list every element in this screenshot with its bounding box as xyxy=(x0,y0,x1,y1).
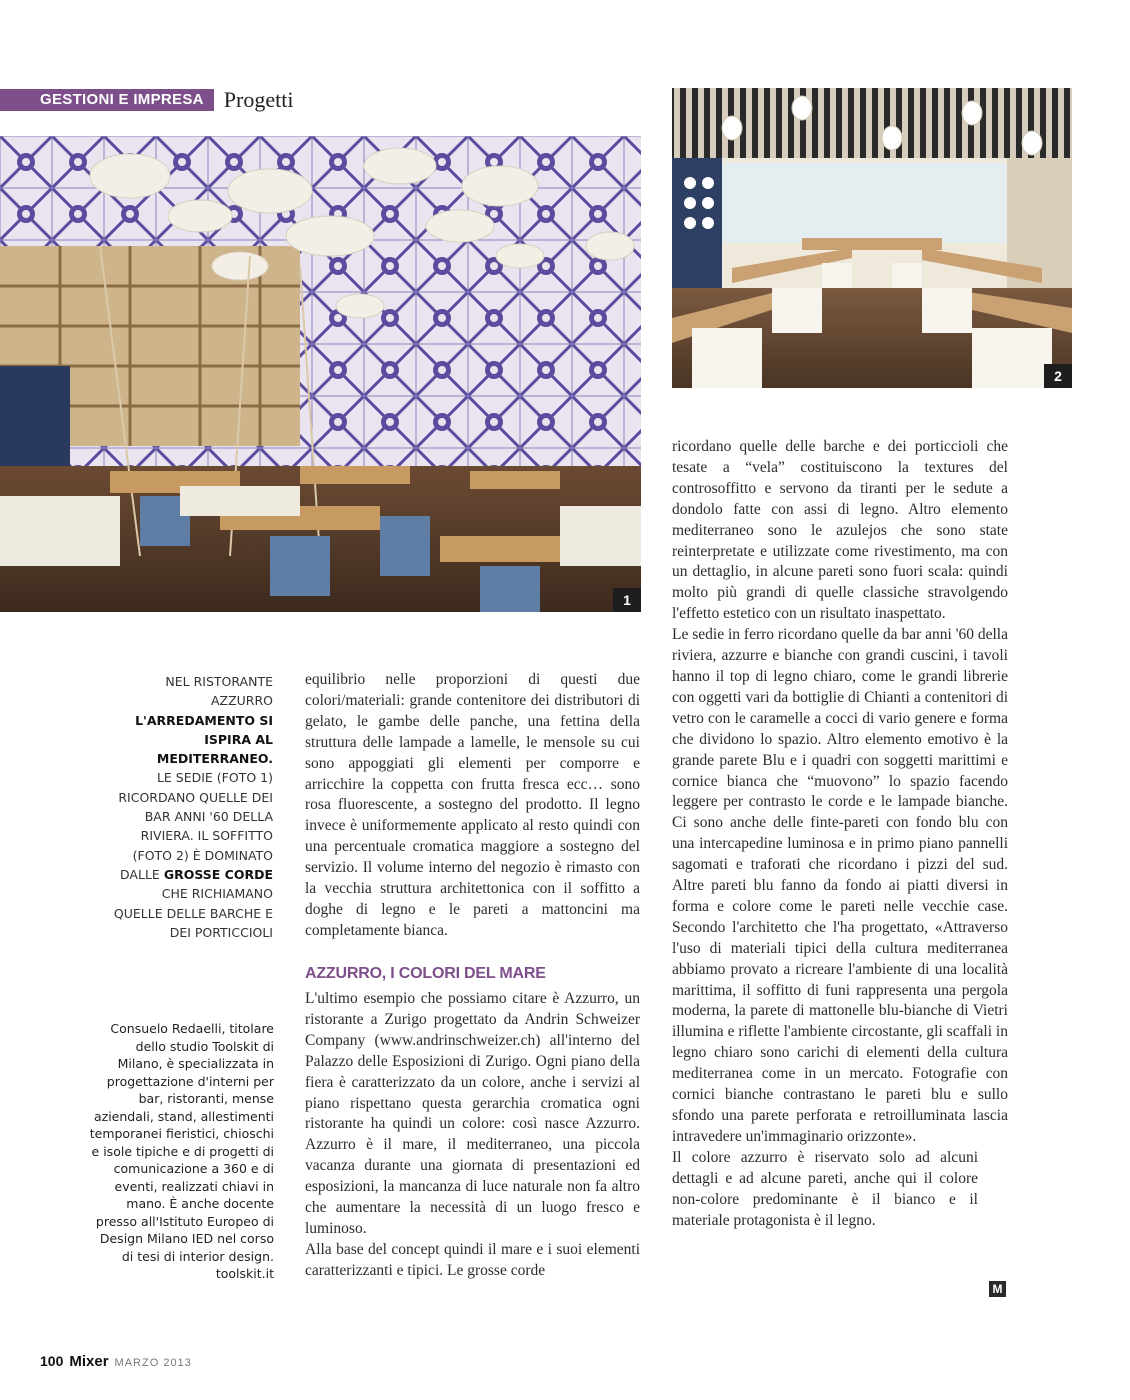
photo-number: 1 xyxy=(613,588,641,612)
article-paragraph: L'ultimo esempio che possiamo citare è Azzurro, un ristorante a Zurigo progettato da Andrin Schweizer Company (www.andrinschweizer.ch) all'interno del Palazzo delle Esposizioni di Zurigo. Ogni piano della fiera è caratterizzato da un colore, anche i servizi al piano rispettano questa gerarchia cromatica ogni ristorante ha quindi un colore: così nasce Azzurro. Azzurro è il mare, il mediterraneo, una piccola vacanza durante una giornata di presentazioni ed esposizioni, la mancanza di luce naturale non fa altro che aumentare la necessità di un luogo fresco e luminoso. xyxy=(305,990,640,1237)
restaurant-photo-1 xyxy=(0,136,641,612)
author-bio: Consuelo Redaelli, titolare dello studio Toolskit di Milano, è specializzata in progettazione d'interni per bar, ristoranti, mense aziendali, stand, allestimenti temporanei fieristici, chioschi e isole tipiche e di progetti di comunicazione a 360 e di eventi, realizzati chiavi in mano. È anche docente presso all'Istituto Europeo di Design Milano IED nel corso di tesi di interior design. toolskit.it xyxy=(89,1021,274,1281)
article-paragraph: ricordano quelle delle barche e dei porticcioli che tesate a “vela” costituiscono la textures del controsoffitto e servono da tiranti per le sedute a dondolo fatte con assi di legno. Altro elemento mediterraneo sono le azulejos che sono state reinterpretate e utilizzate come rivestimento, ma con un dettaglio, in alcune pareti sono fuori scala: quindi molto più grandi di quelle classiche stravolgendo l'effetto estetico con un risultato inaspettato. xyxy=(672,438,1008,623)
caption-highlight: L'ARREDAMENTO SI ISPIRA AL MEDITERRANEO. xyxy=(135,712,273,767)
page-number: 100 xyxy=(40,1353,64,1369)
photo-caption xyxy=(110,672,273,942)
article-subheading: AZZURRO, I COLORI DEL MARE xyxy=(305,965,546,982)
restaurant-photo-2 xyxy=(672,88,1072,388)
section-tag: GESTIONI E IMPRESA xyxy=(0,89,214,111)
page-footer xyxy=(40,1353,192,1370)
photo-number: 2 xyxy=(1044,364,1072,388)
issue-date: MARZO 2013 xyxy=(114,1357,192,1369)
caption-highlight: GROSSE CORDE xyxy=(163,866,273,882)
article-column-right xyxy=(672,437,1008,1231)
photo-2 xyxy=(672,88,1072,388)
article-paragraph: Le sedie in ferro ricordano quelle da bar anni '60 della riviera, azzurre e bianche con grandi cuscini, i tavoli hanno il top di legno chiaro, come le grandi librerie con oggetti vari da bottiglie di Chianti a contenitori di vetro con le caramelle a cocci di vario genere e forma che dividono lo spazio. Altro elemento emotivo è la grande parete Blu e i quadri con soggetti marittimi e cornice bianca che “muovono” lo spazio facendo leggere per contrasto le corde e le lampade bianche. Ci sono anche delle finte-pareti con fondo blu con una intercapedine luminosa e in primo piano pannelli sagomati e traforati che ricordano i pizzi del sud. Altre pareti blu fanno da fondo ai piatti diversi in forma e colore come le pareti nelle vecchie case. Secondo l'architetto che l'ha progettato, «Attraverso l'uso di materiali tipici della cultura mediterranea abbiamo provato a ricreare l'ambiente di una località marittima, il soffitto di funi rappresenta una pergola moderna, la parete di mattonelle blu-bianche di Vietri illumina e riflette l'ambiente circostante, gli scaffali in legno chiaro sono carichi di elementi della cultura mediterranea come in un mercato. Fotografie con cornici bianche contrastano le pareti blu e sullo sfondo una parete perforata e retroilluminata lascia intravedere un'immaginario orizzonte». xyxy=(672,626,1008,1145)
article-column-middle-top xyxy=(305,670,640,942)
caption-line: NEL RISTORANTE AZZURRO xyxy=(165,674,273,709)
article-paragraph: equilibrio nelle proporzioni di questi due colori/materiali: grande contenitore dei distributori di gelato, le gambe delle panche, una fettina della struttura delle lampade a lamelle, le mensole su cui sono appoggiati gli elementi per comporre e arricchire la coppetta con frutta fresca ecc… sono rosa fluorescente, a sostegno del prodotto. Il legno invece è uniformemente applicato al resto quindi con una percentuale cromatica maggiore a sostegno del servizio. Il volume interno del negozio è rimasto con la vecchia struttura architettonica con il soffitto a doghe di legno e le pareti a mattoncini ma completamente bianca. xyxy=(305,671,640,939)
photo-1 xyxy=(0,136,641,612)
article-column-middle-bottom xyxy=(305,963,640,1282)
article-paragraph: Alla base del concept quindi il mare e i suoi elementi caratterizzanti e tipici. Le grosse corde xyxy=(305,1240,640,1279)
article-end-mark: M xyxy=(989,1281,1006,1297)
caption-line: LE SEDIE (FOTO 1) RICORDANO QUELLE DEI BAR ANNI '60 DELLA RIVIERA. IL SOFFITTO (FOTO 2) È DOMINATO DALLE xyxy=(118,770,273,882)
section-name: Progetti xyxy=(223,87,294,112)
caption-line: CHE RICHIAMANO QUELLE DELLE BARCHE E DEI PORTICCIOLI xyxy=(113,886,273,940)
magazine-name: Mixer xyxy=(69,1353,109,1370)
article-paragraph: Il colore azzurro è riservato solo ad alcuni dettagli e ad alcune pareti, anche qui il colore non-colore predominante è il bianco e il materiale protagonista è il legno. xyxy=(672,1148,978,1229)
section-header xyxy=(0,88,293,112)
